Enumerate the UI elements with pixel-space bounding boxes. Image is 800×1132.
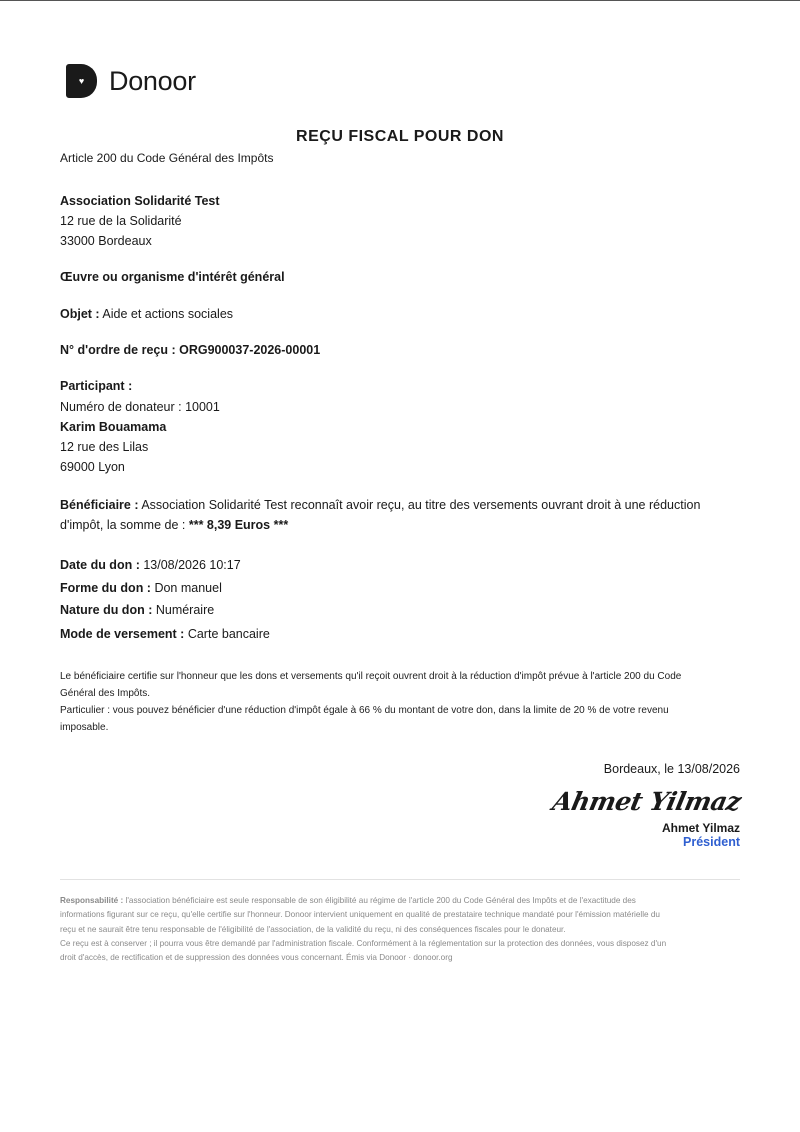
- forme-value: Don manuel: [154, 581, 222, 595]
- footer-line3: reçu et ne saurait être tenu responsable de l'éligibilité de l'association, de la validité du reçu, ni des conséquences fiscales pour le donateur.: [60, 924, 566, 934]
- donor-number: Numéro de donateur : 10001: [60, 400, 220, 414]
- document-subtitle: Article 200 du Code Général des Impôts: [60, 151, 274, 165]
- nature-value: Numéraire: [155, 603, 215, 617]
- donor-address-line1: 12 rue des Lilas: [60, 440, 149, 454]
- brand-logo: [66, 64, 196, 98]
- objet-value: Aide et actions sociales: [102, 307, 234, 321]
- footer-line5: droit d'accès, de rectification et de suppression des données vous concernant. Émis via Donoor · donoor.org: [60, 953, 453, 963]
- certification-line1: Le bénéficiaire certifie sur l'honneur que les dons et versements qu'il reçoit ouvrent droit à la réduction d'impôt prévue à l'article 200 du Code: [60, 671, 682, 682]
- handwritten-signature: Ahmet Yilmaz: [549, 787, 744, 816]
- objet-line: [60, 307, 233, 321]
- donation-nature-line: [60, 603, 214, 617]
- organism-type: Œuvre ou organisme d'intérêt général: [60, 270, 285, 284]
- donoor-logo-icon: ♥: [66, 64, 97, 98]
- document-title: REÇU FISCAL POUR DON: [296, 128, 504, 145]
- mode-label: Mode de versement :: [60, 627, 185, 641]
- payment-mode-line: [60, 627, 270, 641]
- footer-disclaimer: [60, 894, 742, 965]
- donation-form-line: [60, 581, 222, 595]
- objet-label: Objet :: [60, 307, 100, 321]
- certification-line3: Particulier : vous pouvez bénéficier d'une réduction d'impôt égale à 66 % du montant de votre don, dans la limite de 20 % de votre revenu: [60, 705, 669, 716]
- signer-role: Président: [683, 835, 740, 849]
- donation-amount: *** 8,39 Euros ***: [188, 518, 289, 532]
- beneficiary-line2: [60, 518, 288, 532]
- beneficiary-text-2: d'impôt, la somme de :: [60, 518, 186, 532]
- brand-name: Donoor: [109, 65, 196, 96]
- donation-date-line: [60, 558, 241, 572]
- participant-label: Participant :: [60, 379, 133, 393]
- certification-text: [60, 668, 740, 736]
- mode-value: Carte bancaire: [187, 627, 270, 641]
- forme-label: Forme du don :: [60, 581, 151, 595]
- footer-line2: informations figurant sur ce reçu, qu'elle certifie sur l'honneur. Donoor intervient uniquement en qualité de prestataire technique mandaté pour l'émission matérielle du: [60, 910, 660, 920]
- receipt-number: N° d'ordre de reçu : ORG900037-2026-00001: [60, 343, 321, 357]
- association-name: Association Solidarité Test: [60, 194, 220, 208]
- footer-divider: [60, 879, 740, 880]
- association-address-line2: 33000 Bordeaux: [60, 234, 152, 248]
- nature-label: Nature du don :: [60, 603, 153, 617]
- donor-name: Karim Bouamama: [60, 420, 167, 434]
- beneficiary-label: Bénéficiaire :: [60, 498, 139, 512]
- association-address-line1: 12 rue de la Solidarité: [60, 214, 182, 228]
- date-value: 13/08/2026 10:17: [143, 558, 241, 572]
- signer-name: Ahmet Yilmaz: [661, 821, 740, 835]
- beneficiary-text-1: Association Solidarité Test reconnaît avoir reçu, au titre des versements ouvrant droit à une réduction: [141, 498, 701, 512]
- footer-label: Responsabilité :: [60, 896, 124, 905]
- place-and-date: Bordeaux, le 13/08/2026: [603, 762, 740, 776]
- certification-line2: Général des Impôts.: [60, 688, 151, 699]
- footer-line4: Ce reçu est à conserver ; il pourra vous être demandé par l'administration fiscale. Conformément à la réglementation sur la protection des données, vous disposez d'un: [60, 938, 667, 948]
- certification-line4: imposable.: [60, 722, 109, 733]
- date-label: Date du don :: [60, 558, 140, 572]
- footer-line1: Responsabilité : l'association bénéficiaire est seule responsable de son éligibilité au régime de l'article 200 du Code Général des Impôts et de l'exactitude des: [60, 896, 636, 905]
- donor-address-line2: 69000 Lyon: [60, 460, 125, 474]
- beneficiary-line1: [60, 498, 700, 512]
